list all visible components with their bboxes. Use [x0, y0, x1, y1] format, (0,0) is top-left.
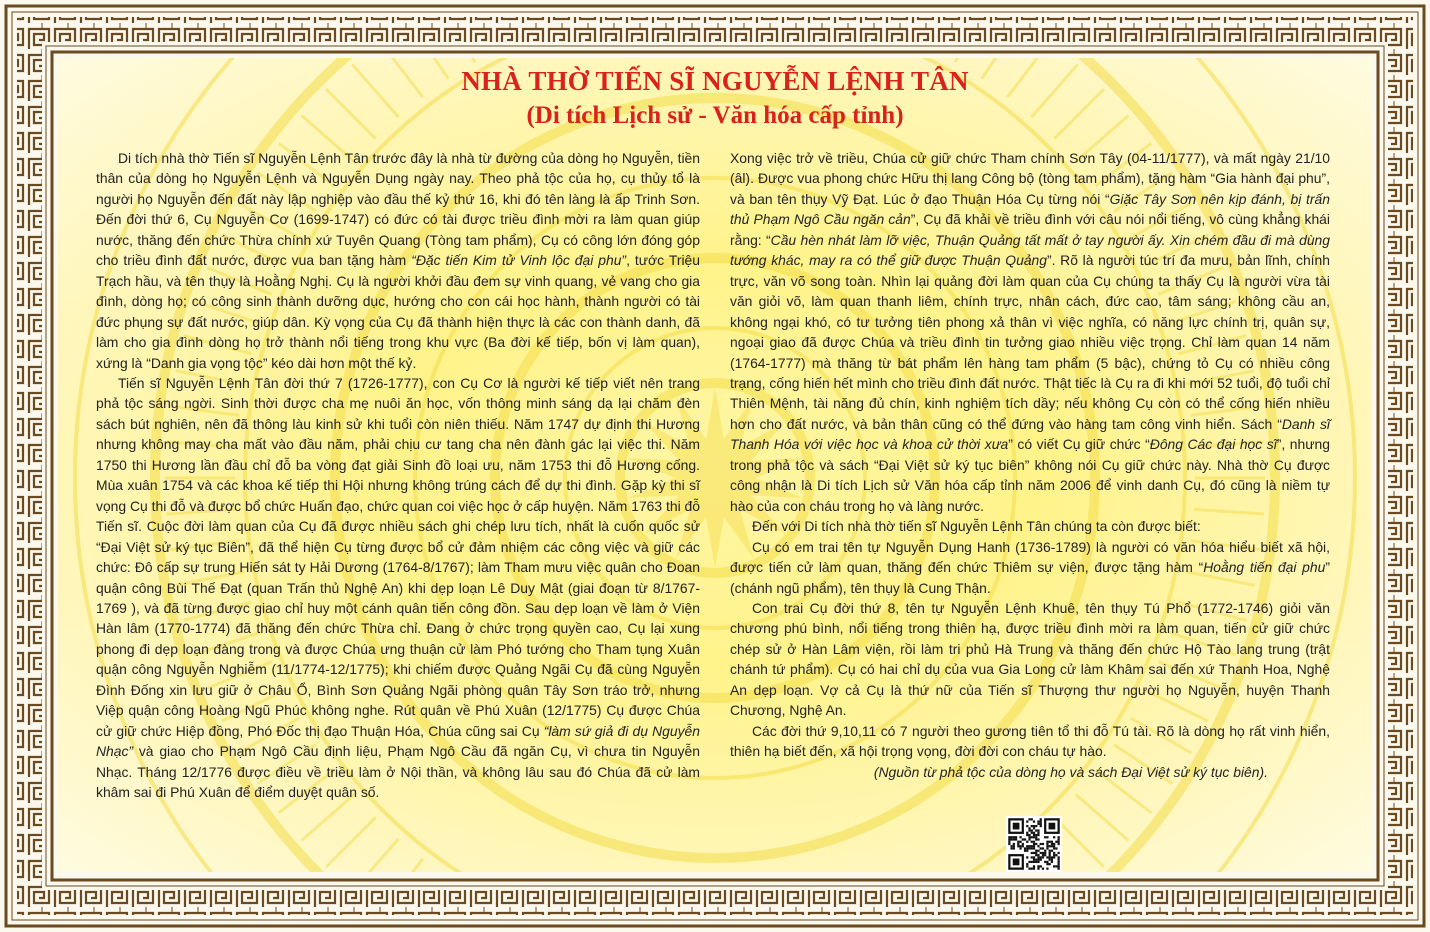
quote: Giặc Tây Sơn nên kịp đánh, bị trấn thủ Phạm Ngô Cầu ngăn cản: [730, 190, 1330, 228]
source-note: (Nguồn từ phả tộc của dòng họ và sách Đại Việt sử ký tục biên).: [873, 763, 1268, 780]
page-subtitle: (Di tích Lịch sử - Văn hóa cấp tỉnh): [526, 102, 904, 129]
quote: Danh sĩ Thanh Hóa với việc học và khoa cử thời xưa: [730, 415, 1330, 453]
text: Tiến sĩ Nguyễn Lệnh Tân đời thứ 7 (1726-1777), con Cụ Cơ là người kế tiếp viết nên trang phả tộc sáng ngời. Sinh thời được cha mẹ nuôi ăn học, vốn thông minh sáng dạ lại chăm đèn sách bút nghiên, nên đã thông làu kinh sử khi tuổi còn niên thiếu. Năm 1747 dự định thi Hương nhưng không may cha mất vào đầu năm, phải chịu cư tang cha nên đành gác lại việc thi. Năm 1750 thi Hương lần đầu chỉ đỗ ba vòng đạt giải Sinh đồ loại ưu, năm 1753 thi đỗ Hương cống. Mùa xuân 1754 và các khoa kế tiếp thi Hội nhưng không trúng cách để dự thi đình. Gặp kỳ thi sĩ vọng Cụ thi đỗ và được bổ chức Huấn đạo, chức quan coi việc học ở cấp huyện. Năm 1763 thi đỗ Tiến sĩ. Cuộc đời làm quan của Cụ đã được nhiều sách ghi chép lưu tích, nhất là cuốn quốc sử “Đại Việt sử ký tục Biên”, đã thể hiện Cụ từng được bổ cử đảm nhiệm các công việc và giữ các chức: Đô cấp sự trung Hiến sát ty Hải Dương (1764-8/1767); làm Tham mưu việc quân cho Đoan quận công Bùi Thế Đạt (quan Trấn thủ Nghệ An) khi dẹp loạn Lê Duy Mật (giai đoạn từ 8/1767-1769 ), và đã từng được giao chỉ huy một cánh quân tiến công đồn. Sau dẹp loạn về làm ở Viện Hàn lâm (1770-1774) đã thăng đến chức Thừa chỉ. Đang ở chức trọng quyền cao, Cụ lại xung phong đi dẹp loạn đàng trong và được Chúa ưng thuận cử làm Phó tướng cho Tham tụng Xuân quận công Nguyễn Nghiễm (11/1774-12/1775); khi chiếm được Quảng Ngãi Cụ đã cùng Nguyễn Đình Đống xin lưu giữ ở Châu Ổ, Bình Sơn Quảng Ngãi phòng quân Tây Sơn tráo trở, nhưng Việp quận công Hoàng Ngũ Phúc không nghe. Rút quân về Phú Xuân (12/1775) Cụ được Chúa cử giữ chức Hiệp đồng, Phó Đốc thị đạo Thuận Hóa, Chúa cũng sai Cụ: [96, 374, 700, 739]
text: ” có viết Cụ giữ chức “: [1008, 436, 1150, 453]
paragraph: Đến với Di tích nhà thờ tiến sĩ Nguyễn Lệnh Tân chúng ta còn được biết:: [752, 518, 1201, 535]
right-column: [730, 148, 1330, 782]
quote: “làm sứ giả đi dụ Nguyễn Nhạc”: [96, 722, 700, 760]
text: ”. Rõ là người túc trí đa mưu, bản lĩnh, chính trực, văn võ song toàn. Nhìn lại quảng đời làm quan của Cụ chúng ta thấy Cụ là người vừa tài văn giỏi võ, làm quan thanh liêm, chính trực, nhân cách, đức cao, tâm sáng; không cầu an, không ngại khó, có tư tưởng tiên phong xả thân vì việc nghĩa, có năng lực chính trị, quân sự, ngoại giao đã được Chúa và triều đình tin tưởng giao nhiều việc trọng. Chỉ làm quan 14 năm (1764-1777) mà thăng từ bát phẩm lên hàng tam phẩm (5 bậc), chứng tỏ Cụ có nhiều công trạng, cống hiến hết mình cho triều đình đất nước. Thật tiếc là Cụ ra đi khi mới 52 tuổi, độ tuổi chỉ Thiên Mệnh, tài năng đủ chín, kinh nghiệm tích dầy; nếu không Cụ còn có thể cống hiến nhiều hơn cho đất nước, và bản thân cũng có thể đứng vào hàng tam công vinh hiển. Sách “: [730, 252, 1330, 432]
quote: “Đặc tiến Kim tử Vinh lộc đại phu”: [411, 252, 627, 269]
left-column: [96, 148, 700, 803]
paragraph: Con trai Cụ đời thứ 8, tên tự Nguyễn Lệnh Khuê, tên thụy Tú Phổ (1772-1746) giỏi văn chương phú bình, nổi tiếng trong thiên hạ, được triều đình mời ra làm quan, tiến cử giữ chức chép sử ở Hàn Lâm viện, rồi làm tri phủ Hà Trung và thăng đến chức Hộ Tào lang trung (trật chánh tứ phẩm). Cụ có hai chỉ dụ của vua Gia Long cử làm Khâm sai đến xứ Thanh Hoa, Nghệ An dẹp loạn. Vợ cả Cụ là thứ nữ của Tiến sĩ Thượng thư người họ Nguyễn, huyện Thanh Chương, Nghệ An.: [730, 599, 1330, 719]
paragraph: [730, 537, 1330, 598]
paragraph: [96, 148, 700, 373]
text: ”, nhưng trong phả tộc và sách “Đại Việt sử ký tục biên” không nói Cụ giữ chức này. Nhà thờ Cụ được công nhận là Di tích Lịch sử Văn hóa cấp tỉnh năm 2006 để vinh danh Cụ, đó cũng là niềm tự hào của con cháu trong họ và làng nước.: [730, 436, 1330, 514]
paragraph: [96, 373, 700, 803]
text: , tước Triệu Trạch hầu, và tên thụy là Hoằng Nghị. Cụ là người khởi đầu đem sự vinh quang, vẻ vang cho gia đình, dòng họ; có công sinh thành dưỡng dục, hướng cho con cái học hành, thành người có tài đức phụng sự đất nước, giúp dân. Kỳ vọng của Cụ đã thành hiện thực là các con thành danh, đã làm cho gia đình dòng họ trở thành nổi tiếng trong khu vực (Ba đời kế tiếp, bốn vị làm quan), xứng là “Danh gia vọng tộc” kéo dài hơn một thế kỷ.: [96, 252, 700, 371]
text: ”, Cụ đã khải về triều đình với câu nói nổi tiếng, vô cùng khẳng khái rằng: “: [730, 211, 1330, 248]
qr-code-icon: [1006, 816, 1062, 872]
paragraph: [730, 148, 1330, 516]
text: Di tích nhà thờ Tiến sĩ Nguyễn Lệnh Tân trước đây là nhà từ đường của dòng họ Nguyễn, tiền thân của dòng họ Nguyễn Lệnh và Nguyễn Dụng ngày nay. Theo phả tộc của họ, cụ thủy tổ là người họ Nguyễn đến đất này lập nghiệp vào đầu thế kỷ thứ 16, khi đó tên làng là ấp Trinh Sơn. Đến đời thứ 6, Cụ Nguyễn Cơ (1699-1747) có đức có tài được triều đình mời ra làm quan giúp nước, thăng đến chức Thừa chính xứ Tuyên Quang (Tòng tam phẩm), Cụ có công lớn đóng góp cho triều đình đất nước, được vua ban tặng hàm: [96, 150, 700, 269]
quote: Hoằng tiến đại phu: [1203, 559, 1326, 576]
text: ” (chánh ngũ phẩm), tên thụy là Cung Thận.: [730, 559, 1331, 596]
page-title: NHÀ THỜ TIẾN SĨ NGUYỄN LỆNH TÂN: [461, 66, 969, 96]
text: và giao cho Phạm Ngô Cầu định liệu, Phạm Ngô Cầu đã ngăn Cụ, vì chưa tin Nguyễn Nhạc. Tháng 12/1776 được điều về triều làm ở Nội thần, và không lâu sau đó Chúa đã cử làm khâm sai đi Phú Xuân để điểm duyệt quân số.: [96, 743, 700, 801]
quote: Đông Các đại học sĩ: [1149, 436, 1277, 453]
plaque-panel: [58, 58, 1372, 872]
text: Cụ có em trai tên tự Nguyễn Dụng Hanh (1736-1789) là người có văn hóa hiểu biết xã hội, được tiến cử làm quan, thăng đến chức Thiêm sự viện, được tặng hàm “: [730, 538, 1330, 576]
paragraph: Các đời thứ 9,10,11 có 7 người theo gương tiên tổ thi đỗ Tú tài. Rõ là dòng họ rất vinh hiển, thiên hạ biết đến, xã hội trọng vọng, đời đời con cháu tự hào.: [730, 722, 1330, 760]
text: Xong việc trở về triều, Chúa cử giữ chức Tham chính Sơn Tây (04-11/1777), và mất ngày 21/10 (âl). Được vua phong chức Hữu thị lang Công bộ (tòng tam phẩm), tặng hàm “Gia hành đại phu”, và ban tên thụy Vỹ Đạt. Lúc ở đạo Thuận Hóa Cụ từng nói “: [730, 150, 1330, 207]
quote: Cầu hèn nhát làm lỡ việc, Thuận Quảng tất mất ở tay người ấy. Xin chém đầu đi mà dùng tướng khác, may ra có thể giữ được Thuận Quảng: [730, 231, 1330, 269]
